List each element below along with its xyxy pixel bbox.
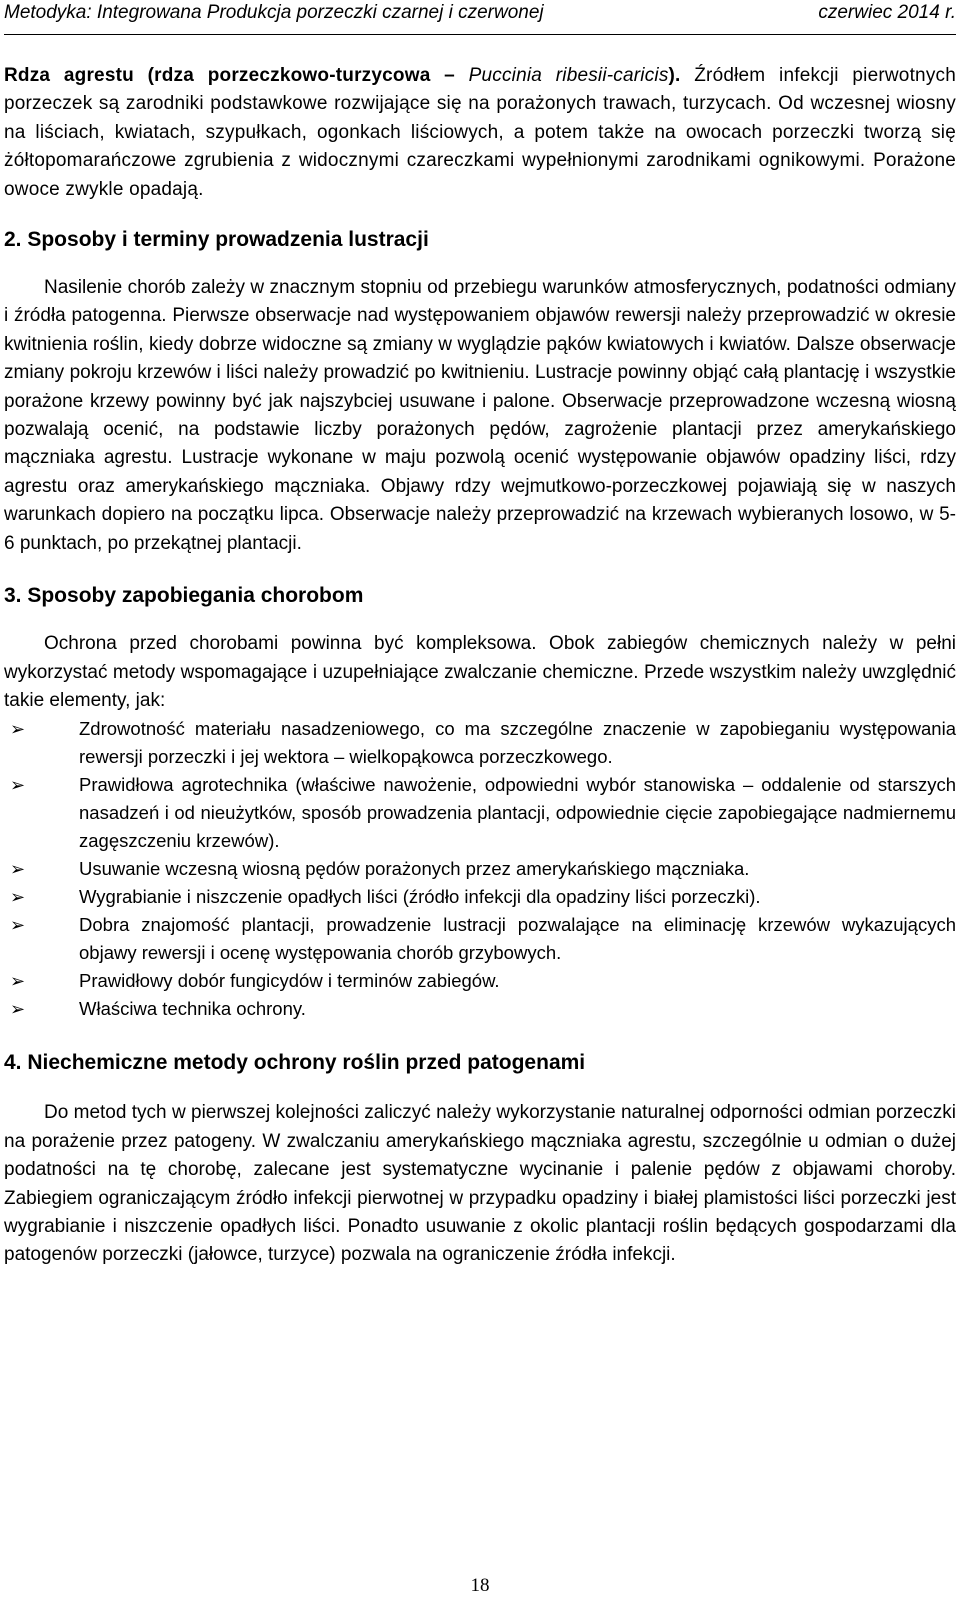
arrow-bullet-icon: ➢ — [10, 971, 26, 992]
header-date: czerwiec 2014 r. — [818, 2, 956, 23]
section-2-heading: 2. Sposoby i terminy prowadzenia lustracji — [4, 228, 429, 252]
arrow-bullet-icon: ➢ — [10, 887, 26, 908]
section-4-heading: 4. Niechemiczne metody ochrony roślin przed patogenami — [4, 1051, 586, 1075]
intro-paragraph — [4, 62, 956, 204]
intro-body: Źródłem infekcji pierwotnych porzeczek są zarodniki podstawkowe rozwijające się na porażonych trawach, turzycach. Od wczesnej wiosny na liściach, kwiatach, szypułkach, ogonkach liściowych, a potem także na owocach porzeczki tworzą się żółtopomarańczowe zgrubienia z widocznymi czareczkami wypełnionymi zarodnikami ognikowymi. Porażone owoce zwykle opadają. — [4, 65, 956, 200]
intro-title: Rdza agrestu (rdza porzeczkowo-turzycowa – Puccinia ribesii-caricis). — [4, 65, 681, 86]
running-header — [4, 0, 956, 35]
section-3-heading: 3. Sposoby zapobiegania chorobom — [4, 584, 364, 608]
document-body — [4, 62, 956, 1270]
list-item: ➢ Właściwa technika ochrony. — [4, 995, 956, 1023]
arrow-bullet-icon: ➢ — [10, 719, 26, 740]
latin-name: Puccinia ribesii-caricis — [468, 65, 669, 86]
list-item: ➢ Usuwanie wczesną wiosną pędów porażonych przez amerykańskiego mączniaka. — [4, 855, 956, 883]
prevention-list — [4, 715, 956, 1023]
header-title: Metodyka: Integrowana Produkcja porzeczki czarnej i czerwonej — [4, 2, 544, 23]
list-item: ➢ Wygrabianie i niszczenie opadłych liści (źródło infekcji dla opadziny liści porzeczki). — [4, 883, 956, 911]
arrow-bullet-icon: ➢ — [10, 859, 26, 880]
page-number: 18 — [470, 1575, 490, 1596]
list-item: ➢ Dobra znajomość plantacji, prowadzenie lustracji pozwalające na eliminację krzewów wykazujących objawy rewersji i ocenę występowania chorób grzybowych. — [4, 911, 956, 967]
list-item: ➢ Zdrowotność materiału nasadzeniowego, co ma szczególne znaczenie w zapobieganiu występowania rewersji porzeczki i jej wektora – wielkopąkowca porzeczkowego. — [4, 715, 956, 771]
arrow-bullet-icon: ➢ — [10, 999, 26, 1020]
arrow-bullet-icon: ➢ — [10, 775, 26, 796]
section-2-paragraph: Nasilenie chorób zależy w znacznym stopniu od przebiegu warunków atmosferycznych, podatności odmiany i źródła patogenna. Pierwsze obserwacje nad występowaniem objawów rewersji należy przeprowadzić w okresie kwitnienia roślin, kiedy dobrze widoczne są zmiany w wyglądzie pąków kwiatowych i kwiatów. Dalsze obserwacje zmiany pokroju krzewów i liści należy prowadzić po kwitnieniu. Lustracje powinny objąć całą plantację i wszystkie porażone krzewy powinny być jak najszybciej usuwane i palone. Obserwacje przeprowadzone wczesną wiosną pozwalają ocenić, na podstawie liczby porażonych pędów, zagrożenie plantacji przez amerykańskiego mączniaka agrestu. Lustracje wykonane w maju pozwolą ocenić występowanie objawów opadziny liści, rdzy agrestu oraz amerykańskiego mączniaka. Objawy rdzy wejmutkowo-porzeczkowej pojawiają się w naszych warunkach dopiero na początku lipca. Obserwacje należy przeprowadzić na krzewach wybieranych losowo, w 5-6 punktach, po przekątnej plantacji. — [4, 277, 956, 554]
section-3-paragraph: Ochrona przed chorobami powinna być kompleksowa. Obok zabiegów chemicznych należy w pełni wykorzystać metody wspomagające i uzupełniające zwalczanie chemiczne. Przede wszystkim należy uwzględnić takie elementy, jak: — [4, 633, 956, 711]
list-item: ➢ Prawidłowy dobór fungicydów i terminów zabiegów. — [4, 967, 956, 995]
section-4-paragraph: Do metod tych w pierwszej kolejności zaliczyć należy wykorzystanie naturalnej odporności odmian porzeczki na porażenie przez patogeny. W zwalczaniu amerykańskiego mączniaka agrestu, szczególnie u odmian o dużej podatności na tę chorobę, zalecane jest systematyczne wycinanie i palenie pędów z objawami choroby. Zabiegiem ograniczającym źródło infekcji pierwotnej w przypadku opadziny i białej plamistości liści porzeczki jest wygrabianie i niszczenie opadłych liści. Ponadto usuwanie z okolic plantacji roślin będących gospodarzami dla patogenów porzeczki (jałowce, turzyce) pozwala na ograniczenie źródła infekcji. — [4, 1102, 956, 1266]
list-item: ➢ Prawidłowa agrotechnika (właściwe nawożenie, odpowiedni wybór stanowiska – oddalenie od starszych nasadzeń i od nieużytków, sposób prowadzenia plantacji, odpowiednie cięcie zapobiegające nadmiernemu zagęszczeniu krzewów). — [4, 771, 956, 855]
arrow-bullet-icon: ➢ — [10, 915, 26, 936]
